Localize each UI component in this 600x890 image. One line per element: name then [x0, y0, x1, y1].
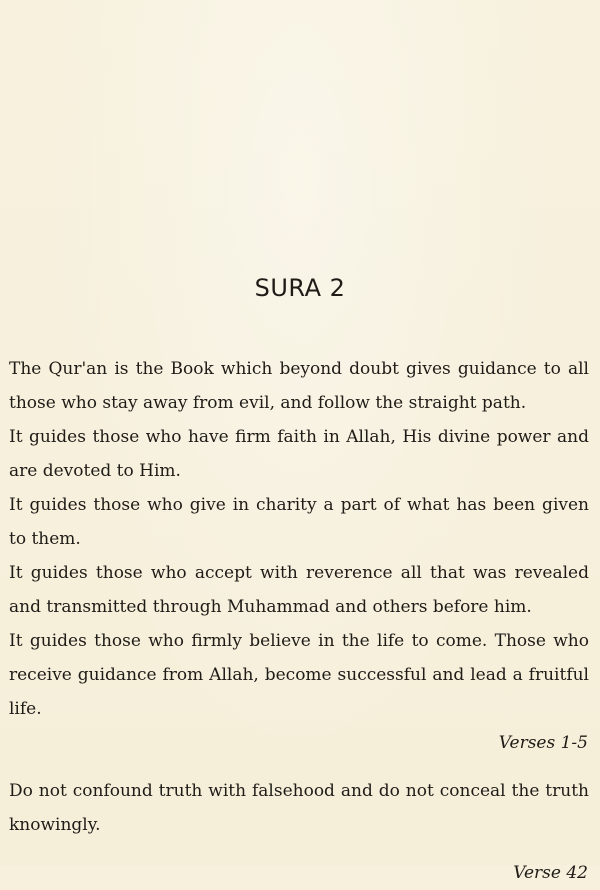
paragraph-4: It guides those who accept with reverence all that was revealed and transmitted through Muhammad and others before him.: [9, 563, 589, 617]
page-title: SURA 2: [254, 274, 346, 302]
verse-reference-1: Verses 1-5: [498, 733, 588, 753]
page-content: [9, 352, 589, 890]
verse-reference-2: Verse 42: [513, 863, 588, 883]
paragraph-6: Do not confound truth with falsehood and do not conceal the truth knowingly.: [9, 781, 589, 835]
paragraph-3: It guides those who give in charity a part of what has been given to them.: [9, 495, 589, 549]
section-gap-2: [9, 842, 589, 856]
paragraph-2: It guides those who have firm faith in Allah, His divine power and are devoted to Him.: [9, 427, 589, 481]
section-gap: [9, 760, 589, 774]
paragraph-5: It guides those who firmly believe in the life to come. Those who receive guidance from Allah, become successful and lead a fruitful life.: [9, 631, 589, 719]
paragraph-1: The Qur'an is the Book which beyond doubt gives guidance to all those who stay away from evil, and follow the straight path.: [9, 359, 589, 413]
